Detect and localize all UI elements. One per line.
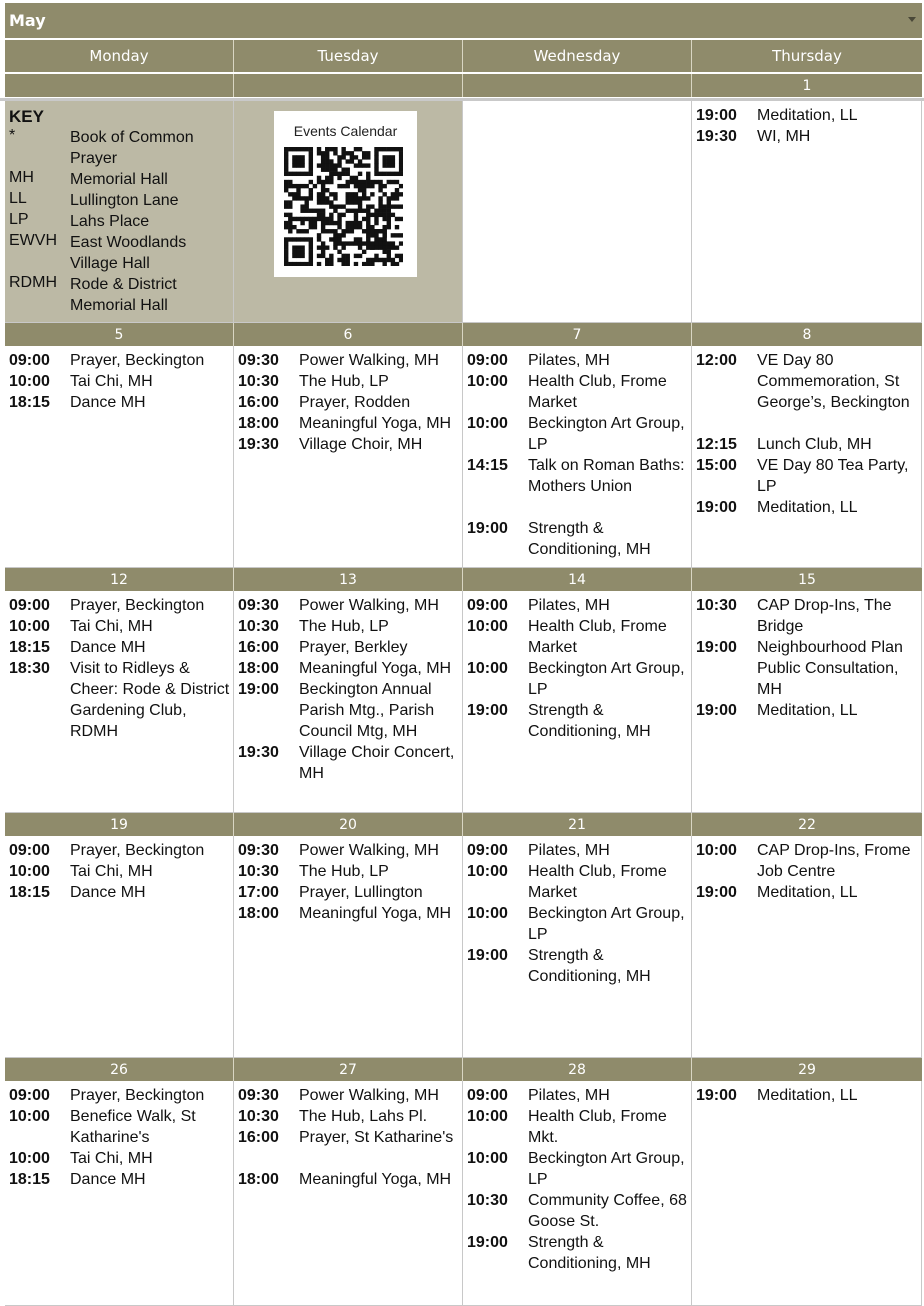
event-description: Dance MH — [70, 1171, 146, 1188]
event-item — [696, 1085, 919, 1106]
event-description: Meditation, LL — [757, 1087, 858, 1104]
event-description: Dance MH — [70, 639, 146, 656]
event-description: Beckington Art Group, LP — [528, 660, 685, 698]
day-cell-wednesday-14[interactable] — [463, 591, 692, 813]
event-item — [238, 350, 460, 371]
day-number: 27 — [234, 1058, 463, 1081]
dropdown-arrow-icon[interactable] — [908, 17, 916, 22]
event-description: VE Day 80 Tea Party, LP — [757, 457, 909, 495]
event-description: Health Club, Frome Market — [528, 373, 667, 411]
key-abbr: LP — [9, 211, 29, 228]
day-cell-wednesday-21[interactable] — [463, 836, 692, 1058]
event-description: Prayer, St Katharine's — [299, 1129, 454, 1146]
event-item — [238, 637, 460, 658]
qr-label: Events Calendar — [293, 123, 398, 139]
event-description: Pilates, MH — [528, 597, 610, 614]
day-cell-monday-12[interactable] — [5, 591, 234, 813]
event-item — [238, 1106, 460, 1127]
event-description: Health Club, Frome Market — [528, 863, 667, 901]
month-title: May — [9, 11, 46, 30]
day-cell-tuesday-6[interactable] — [234, 346, 463, 568]
event-time: 09:00 — [9, 1087, 50, 1104]
day-number: 15 — [692, 568, 922, 591]
event-item — [238, 658, 460, 679]
event-time: 10:00 — [467, 905, 508, 922]
event-time: 18:15 — [9, 639, 50, 656]
day-number: 1 — [692, 74, 922, 97]
event-description: Prayer, Beckington — [70, 597, 205, 614]
event-description: Health Club, Frome Mkt. — [528, 1108, 667, 1146]
key-abbr: LL — [9, 190, 27, 207]
event-description: Power Walking, MH — [299, 597, 439, 614]
day-number: 28 — [463, 1058, 692, 1081]
event-description: Beckington Art Group, LP — [528, 1150, 685, 1188]
event-time: 09:30 — [238, 352, 279, 369]
event-time: 09:00 — [9, 352, 50, 369]
event-time: 18:00 — [238, 415, 279, 432]
key-abbr: EWVH — [9, 232, 57, 249]
day-cell-monday-19[interactable] — [5, 836, 234, 1058]
event-time: 09:00 — [9, 597, 50, 614]
event-time: 10:00 — [467, 660, 508, 677]
header-wednesday: Wednesday — [463, 40, 692, 72]
event-item — [9, 350, 231, 371]
event-item — [9, 658, 231, 742]
event-description: CAP Drop-Ins, Frome Job Centre — [757, 842, 911, 880]
key-full: East Woodlands Village Hall — [70, 234, 187, 272]
event-time: 18:15 — [9, 1171, 50, 1188]
day-cell-wednesday-28[interactable] — [463, 1081, 692, 1306]
day-cell-thursday-29[interactable] — [692, 1081, 922, 1306]
event-time: 19:00 — [467, 520, 508, 537]
day-number: 22 — [692, 813, 922, 836]
event-description: Tai Chi, MH — [70, 373, 153, 390]
event-item — [9, 637, 231, 658]
event-item — [696, 595, 919, 637]
event-time: 10:00 — [467, 863, 508, 880]
event-time: 15:00 — [696, 457, 737, 474]
event-time: 18:00 — [238, 1171, 279, 1188]
event-time: 10:00 — [467, 373, 508, 390]
event-item — [696, 700, 919, 721]
event-time: 10:00 — [9, 1150, 50, 1167]
day-number: 6 — [234, 323, 463, 346]
event-time: 19:00 — [696, 639, 737, 656]
event-item — [238, 742, 460, 784]
event-time: 09:00 — [9, 842, 50, 859]
event-description: Strength & Conditioning, MH — [528, 520, 651, 558]
event-item — [467, 455, 689, 518]
event-item — [696, 840, 919, 882]
event-time: 19:00 — [467, 702, 508, 719]
event-description: Prayer, Beckington — [70, 352, 205, 369]
event-item — [696, 882, 919, 903]
event-description: Prayer, Berkley — [299, 639, 408, 656]
event-time: 10:30 — [238, 863, 279, 880]
event-description: Meditation, LL — [757, 702, 858, 719]
event-time: 10:00 — [9, 1108, 50, 1125]
event-item — [467, 1148, 689, 1190]
event-item — [696, 455, 919, 497]
event-time: 09:00 — [467, 352, 508, 369]
event-description: Beckington Art Group, LP — [528, 415, 685, 453]
event-description: Meaningful Yoga, MH — [299, 905, 452, 922]
event-description: Dance MH — [70, 394, 146, 411]
event-item — [696, 350, 919, 434]
event-time: 19:30 — [696, 128, 737, 145]
event-item — [467, 1232, 689, 1274]
empty-cell[interactable] — [463, 101, 692, 323]
event-item — [238, 679, 460, 742]
event-item — [9, 1106, 231, 1148]
event-time: 19:00 — [696, 499, 737, 516]
event-description: Strength & Conditioning, MH — [528, 1234, 651, 1272]
day-number — [5, 74, 234, 97]
event-description: Strength & Conditioning, MH — [528, 947, 651, 985]
event-description: Meditation, LL — [757, 107, 858, 124]
day-cell-monday-26[interactable] — [5, 1081, 234, 1306]
event-item — [467, 861, 689, 903]
event-time: 19:00 — [696, 107, 737, 124]
event-item — [467, 350, 689, 371]
event-time: 14:15 — [467, 457, 508, 474]
event-description: Beckington Annual Parish Mtg., Parish Council Mtg, MH — [299, 681, 435, 740]
qr-code-icon[interactable] — [284, 147, 403, 266]
event-description: Community Coffee, 68 Goose St. — [528, 1192, 687, 1230]
event-description: Prayer, Rodden — [299, 394, 411, 411]
event-time: 18:00 — [238, 905, 279, 922]
event-item — [467, 658, 689, 700]
event-item — [467, 371, 689, 413]
event-description: Strength & Conditioning, MH — [528, 702, 651, 740]
event-time: 09:00 — [467, 1087, 508, 1104]
event-item — [238, 595, 460, 616]
event-time: 16:00 — [238, 639, 279, 656]
event-item — [467, 1085, 689, 1106]
day-cell-thursday-15[interactable] — [692, 591, 922, 813]
qr-cell[interactable] — [234, 101, 463, 323]
event-item — [696, 637, 919, 700]
event-time: 09:00 — [467, 842, 508, 859]
day-number — [463, 74, 692, 97]
event-item — [238, 392, 460, 413]
event-item — [238, 371, 460, 392]
day-number: 13 — [234, 568, 463, 591]
day-cell-thursday-1[interactable] — [692, 101, 922, 323]
qr-card[interactable] — [274, 111, 417, 277]
event-time: 18:15 — [9, 884, 50, 901]
event-item — [9, 371, 231, 392]
event-item — [238, 413, 460, 434]
event-description: CAP Drop-Ins, The Bridge — [757, 597, 892, 635]
event-item — [9, 1085, 231, 1106]
day-number: 29 — [692, 1058, 922, 1081]
event-item — [9, 595, 231, 616]
event-description: Prayer, Lullington — [299, 884, 423, 901]
event-item — [696, 497, 919, 518]
event-time: 12:00 — [696, 352, 737, 369]
event-item — [467, 840, 689, 861]
header-tuesday: Tuesday — [234, 40, 463, 72]
event-time: 19:00 — [467, 947, 508, 964]
event-item — [696, 434, 919, 455]
day-cell-tuesday-20[interactable] — [234, 836, 463, 1058]
key-full: Lullington Lane — [70, 192, 179, 209]
event-description: The Hub, Lahs Pl. — [299, 1108, 428, 1125]
day-number: 12 — [5, 568, 234, 591]
event-description: Benefice Walk, St Katharine's — [70, 1108, 196, 1146]
key-abbr: RDMH — [9, 274, 57, 291]
event-description: Meditation, LL — [757, 884, 858, 901]
event-time: 10:00 — [467, 415, 508, 432]
event-time: 19:30 — [238, 436, 279, 453]
event-description: Pilates, MH — [528, 1087, 610, 1104]
day-cell-tuesday-27[interactable] — [234, 1081, 463, 1306]
event-item — [238, 903, 460, 924]
event-item — [238, 840, 460, 861]
event-description: Talk on Roman Baths: Mothers Union — [528, 457, 685, 495]
event-time: 18:30 — [9, 660, 50, 677]
event-description: Pilates, MH — [528, 352, 610, 369]
event-description: VE Day 80 Commemoration, St George’s, Beckington — [757, 352, 910, 411]
event-time: 10:00 — [696, 842, 737, 859]
event-description: Meaningful Yoga, MH — [299, 1171, 452, 1188]
event-description: Tai Chi, MH — [70, 863, 153, 880]
event-item — [696, 126, 919, 147]
event-description: Pilates, MH — [528, 842, 610, 859]
key-full: Book of Common Prayer — [70, 129, 194, 167]
event-time: 10:30 — [238, 373, 279, 390]
key-title: KEY — [9, 107, 44, 126]
event-time: 10:30 — [238, 1108, 279, 1125]
event-item — [9, 1169, 231, 1190]
day-number: 5 — [5, 323, 234, 346]
event-description: The Hub, LP — [299, 618, 389, 635]
event-item — [9, 392, 231, 413]
event-time: 19:00 — [696, 1087, 737, 1104]
event-item — [238, 1169, 460, 1190]
event-item — [238, 616, 460, 637]
event-item — [467, 945, 689, 987]
day-number: 21 — [463, 813, 692, 836]
event-item — [238, 1085, 460, 1106]
event-time: 10:00 — [9, 618, 50, 635]
event-item — [238, 882, 460, 903]
event-item — [238, 861, 460, 882]
event-time: 12:15 — [696, 436, 737, 453]
day-cell-tuesday-13[interactable] — [234, 591, 463, 813]
event-time: 16:00 — [238, 394, 279, 411]
event-time: 09:30 — [238, 842, 279, 859]
day-number: 19 — [5, 813, 234, 836]
event-time: 10:00 — [467, 1150, 508, 1167]
event-item — [467, 518, 689, 560]
key-full: Lahs Place — [70, 213, 150, 230]
event-description: The Hub, LP — [299, 863, 389, 880]
event-description: Meaningful Yoga, MH — [299, 415, 452, 432]
event-item — [238, 1127, 460, 1169]
key-cell[interactable] — [5, 101, 234, 323]
event-time: 19:30 — [238, 744, 279, 761]
event-time: 10:00 — [467, 1108, 508, 1125]
event-description: Prayer, Beckington — [70, 1087, 205, 1104]
day-number: 26 — [5, 1058, 234, 1081]
event-description: Power Walking, MH — [299, 352, 439, 369]
event-item — [9, 840, 231, 861]
day-cell-thursday-8[interactable] — [692, 346, 922, 568]
event-item — [9, 1148, 231, 1169]
event-time: 19:00 — [238, 681, 279, 698]
event-time: 18:15 — [9, 394, 50, 411]
day-number: 14 — [463, 568, 692, 591]
event-time: 10:30 — [696, 597, 737, 614]
event-item — [467, 700, 689, 742]
event-time: 19:00 — [467, 1234, 508, 1251]
event-description: Village Choir Concert, MH — [299, 744, 455, 782]
day-number: 7 — [463, 323, 692, 346]
event-description: The Hub, LP — [299, 373, 389, 390]
event-time: 10:00 — [9, 863, 50, 880]
month-title-bar[interactable] — [5, 3, 922, 38]
event-description: Power Walking, MH — [299, 842, 439, 859]
event-item — [467, 413, 689, 455]
event-description: Neighbourhood Plan Public Consultation, MH — [757, 639, 903, 698]
key-abbr: MH — [9, 169, 34, 186]
day-number: 20 — [234, 813, 463, 836]
header-monday: Monday — [5, 40, 234, 72]
day-cell-wednesday-7[interactable] — [463, 346, 692, 568]
key-full: Memorial Hall — [70, 171, 168, 188]
event-item — [467, 595, 689, 616]
event-time: 17:00 — [238, 884, 279, 901]
day-cell-monday-5[interactable] — [5, 346, 234, 568]
event-description: Health Club, Frome Market — [528, 618, 667, 656]
event-description: Visit to Ridleys & Cheer: Rode & District Gardening Club, RDMH — [70, 660, 230, 740]
event-description: WI, MH — [757, 128, 811, 145]
event-item — [9, 861, 231, 882]
key-full: Rode & District Memorial Hall — [70, 276, 177, 314]
event-item — [467, 903, 689, 945]
event-time: 16:00 — [238, 1129, 279, 1146]
event-item — [467, 1106, 689, 1148]
event-item — [9, 616, 231, 637]
event-description: Dance MH — [70, 884, 146, 901]
day-number: 8 — [692, 323, 922, 346]
event-item — [238, 434, 460, 455]
key-abbr: * — [9, 127, 16, 144]
event-description: Tai Chi, MH — [70, 1150, 153, 1167]
event-time: 09:00 — [467, 597, 508, 614]
event-item — [696, 105, 919, 126]
event-time: 18:00 — [238, 660, 279, 677]
event-description: Beckington Art Group, LP — [528, 905, 685, 943]
event-description: Power Walking, MH — [299, 1087, 439, 1104]
event-description: Tai Chi, MH — [70, 618, 153, 635]
event-time: 10:30 — [238, 618, 279, 635]
event-description: Meditation, LL — [757, 499, 858, 516]
event-item — [9, 882, 231, 903]
event-description: Meaningful Yoga, MH — [299, 660, 452, 677]
header-thursday: Thursday — [692, 40, 922, 72]
event-time: 10:00 — [9, 373, 50, 390]
event-time: 19:00 — [696, 884, 737, 901]
event-time: 10:30 — [467, 1192, 508, 1209]
event-item — [467, 1190, 689, 1232]
event-time: 09:30 — [238, 1087, 279, 1104]
event-item — [467, 616, 689, 658]
event-time: 09:30 — [238, 597, 279, 614]
event-description: Village Choir, MH — [299, 436, 423, 453]
event-time: 10:00 — [467, 618, 508, 635]
event-description: Lunch Club, MH — [757, 436, 872, 453]
event-time: 19:00 — [696, 702, 737, 719]
day-number — [234, 74, 463, 97]
event-description: Prayer, Beckington — [70, 842, 205, 859]
day-cell-thursday-22[interactable] — [692, 836, 922, 1058]
